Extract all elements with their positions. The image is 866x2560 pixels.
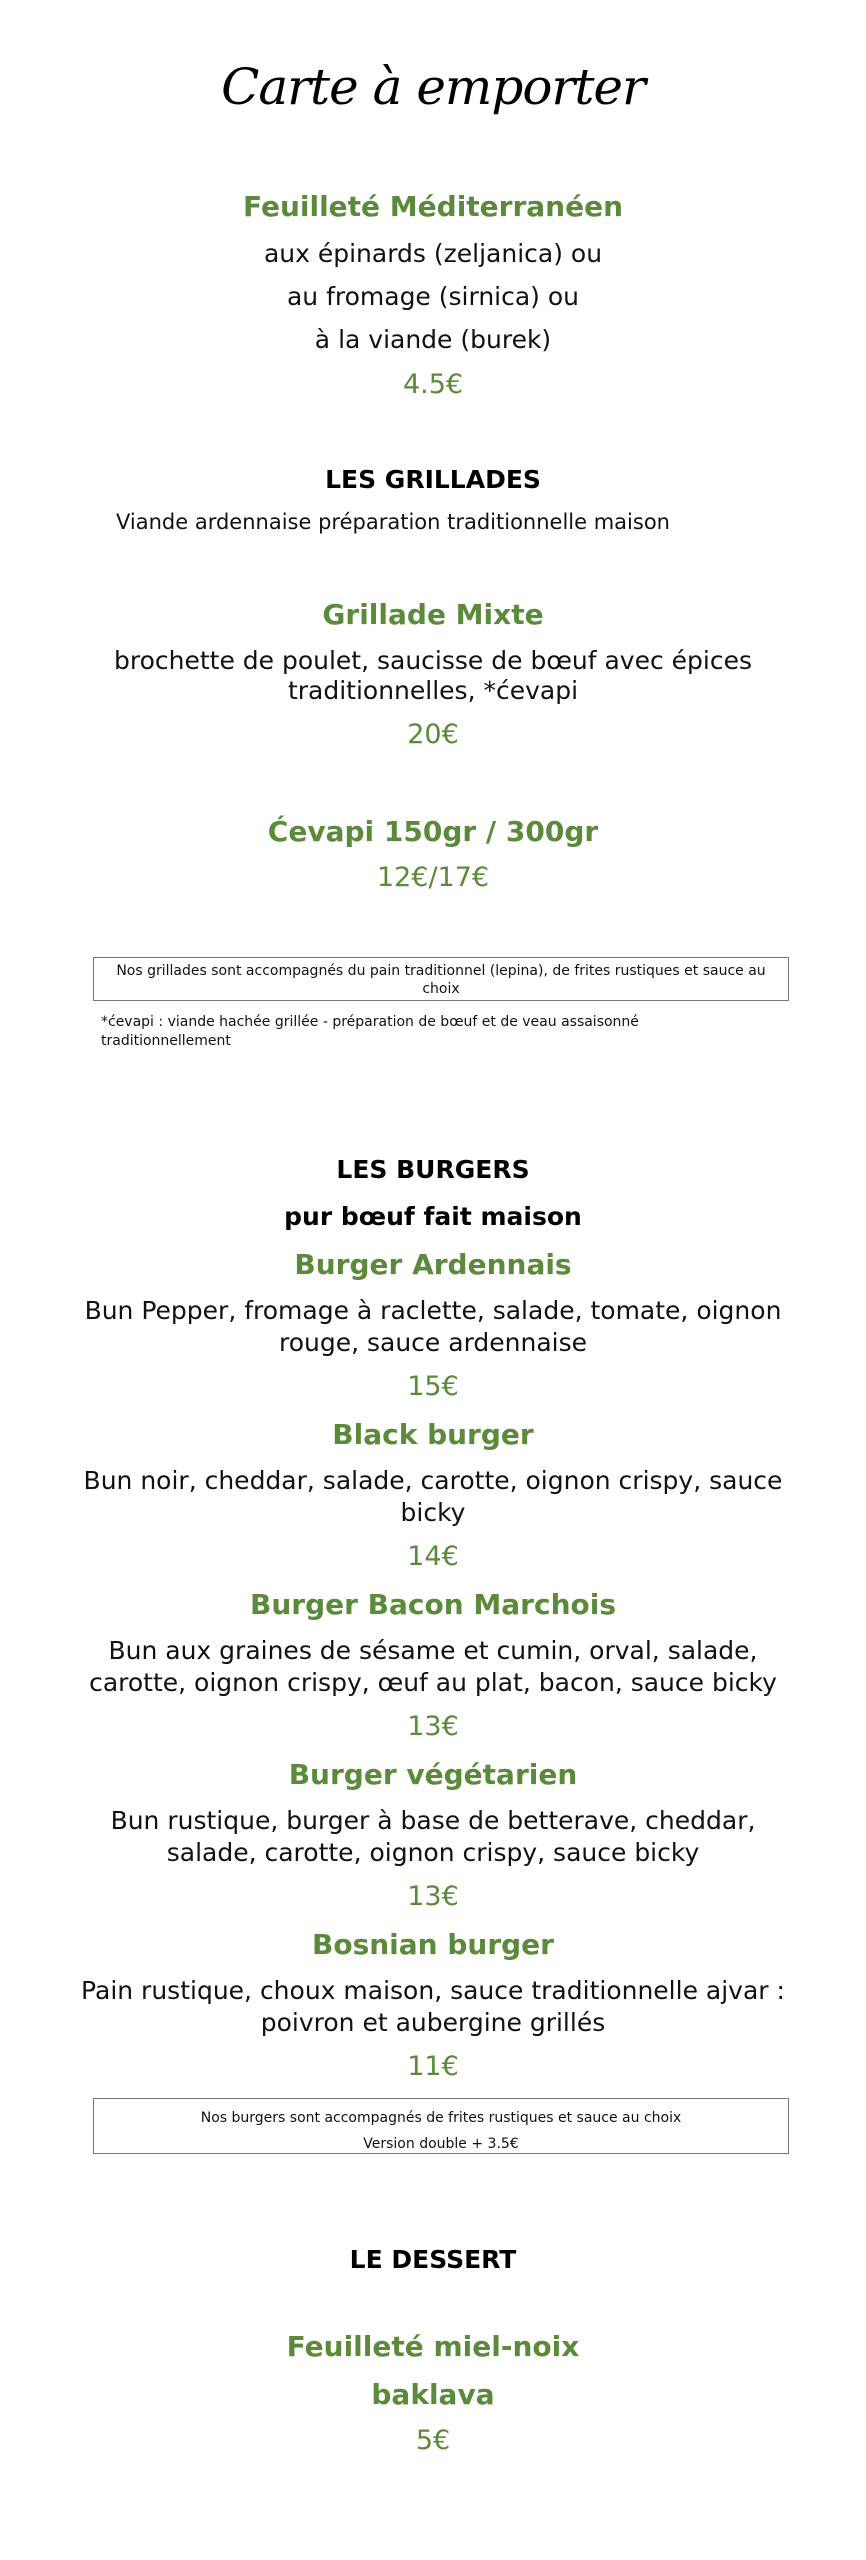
cevapi-footnote-line-1: *ćevapi : viande hachée grillée - préparation de bœuf et de veau assaisonné — [101, 1014, 639, 1030]
dessert-price: 5€ — [415, 2425, 451, 2456]
dessert-name: Feuilleté miel-noix — [286, 2330, 580, 2363]
burger-vegetarien-desc-2: salade, carotte, oignon crispy, sauce bicky — [166, 1838, 700, 1867]
black-burger-desc-2: bicky — [400, 1498, 466, 1527]
bosnian-burger-name: Bosnian burger — [312, 1928, 554, 1961]
burgers-note-line-2: Version double + 3.5€ — [363, 2136, 519, 2152]
feuillete-line-2: au fromage (sirnica) ou — [286, 282, 580, 311]
cevapi-footnote — [101, 1013, 721, 1051]
grillade-mixte-desc-1: brochette de poulet, saucisse de bœuf avec épices — [113, 646, 753, 675]
bosnian-burger-desc-2: poivron et aubergine grillés — [260, 2008, 606, 2037]
burger-ardennais-price: 15€ — [407, 1371, 459, 1402]
feuillete-price: 4.5€ — [402, 369, 464, 400]
feuillete-name: Feuilleté Méditerranéen — [242, 190, 624, 223]
burger-ardennais-desc-2: rouge, sauce ardennaise — [278, 1328, 588, 1357]
grillades-subtitle: Viande ardennaise préparation traditionnelle maison — [116, 510, 670, 534]
burger-bacon-marchois-price: 13€ — [407, 1711, 459, 1742]
burger-bacon-marchois-name: Burger Bacon Marchois — [249, 1588, 617, 1621]
cevapi-footnote-line-2: traditionnellement — [101, 1033, 231, 1049]
burgers-note-line-1: Nos burgers sont accompagnés de frites rustiques et sauce au choix — [200, 2110, 682, 2126]
grillade-mixte-price: 20€ — [407, 719, 459, 750]
burger-vegetarien-name: Burger végétarien — [288, 1758, 578, 1791]
burger-vegetarien-desc-1: Bun rustique, burger à base de betterave, cheddar, — [110, 1806, 756, 1835]
burger-ardennais-desc-1: Bun Pepper, fromage à raclette, salade, tomate, oignon — [84, 1296, 782, 1325]
burgers-subheading: pur bœuf fait maison — [284, 1202, 582, 1231]
feuillete-line-3: à la viande (burek) — [314, 325, 552, 354]
grillade-mixte-desc-2: traditionnelles, *ćevapi — [287, 676, 579, 705]
burger-bacon-marchois-desc-2: carotte, oignon crispy, œuf au plat, bacon, sauce bicky — [89, 1668, 777, 1697]
cevapi-name: Ćevapi 150gr / 300gr — [267, 815, 599, 848]
burger-vegetarien-price: 13€ — [407, 1881, 459, 1912]
black-burger-desc-1: Bun noir, cheddar, salade, carotte, oignon crispy, sauce — [83, 1466, 783, 1495]
feuillete-line-1: aux épinards (zeljanica) ou — [263, 239, 603, 268]
grillades-note-line-1: Nos grillades sont accompagnés du pain traditionnel (lepina), de frites rustiques et sauce au — [116, 963, 766, 979]
black-burger-name: Black burger — [332, 1418, 534, 1451]
grillades-note-line-2: choix — [422, 981, 460, 997]
black-burger-price: 14€ — [407, 1541, 459, 1572]
dessert-subname: baklava — [371, 2378, 495, 2411]
burger-bacon-marchois-desc-1: Bun aux graines de sésame et cumin, orval, salade, — [108, 1636, 758, 1665]
bosnian-burger-desc-1: Pain rustique, choux maison, sauce traditionnelle ajvar : — [81, 1976, 785, 2005]
grillades-heading: LES GRILLADES — [325, 465, 541, 494]
dessert-heading: LE DESSERT — [349, 2245, 517, 2274]
grillade-mixte-name: Grillade Mixte — [322, 598, 544, 631]
burgers-heading: LES BURGERS — [336, 1155, 530, 1184]
burger-ardennais-name: Burger Ardennais — [294, 1248, 572, 1281]
burgers-note-box — [93, 2098, 789, 2154]
bosnian-burger-price: 11€ — [407, 2051, 459, 2082]
cevapi-price: 12€/17€ — [376, 862, 490, 893]
grillades-note-box — [93, 957, 789, 1001]
page-title: Carte à emporter — [221, 58, 645, 116]
